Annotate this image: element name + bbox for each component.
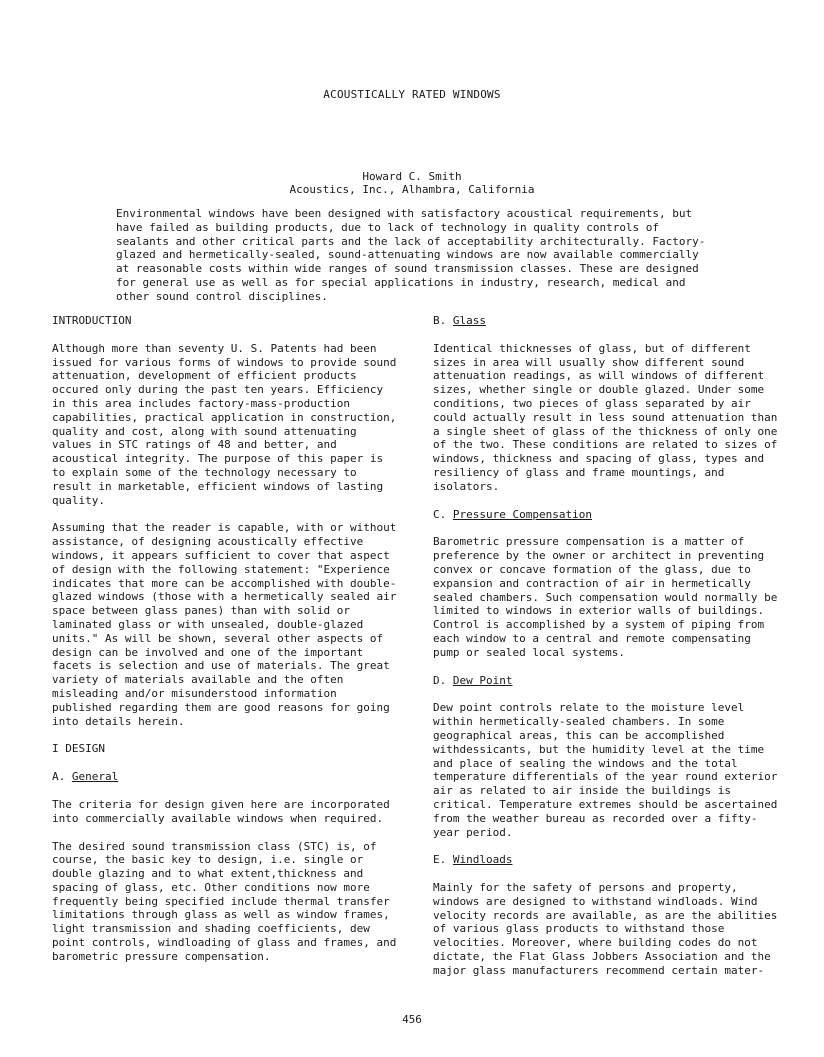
glass-paragraph: Identical thicknesses of glass, but of different sizes in area will usually show different sound attenuation readings, as will windows of different sizes, whether single or double glazed. Under some conditions, two pieces of glass separated by air could actually result in less sound attenuation than a single sheet of glass of the thickness of only one of the two. These conditions are related to sizes of windows, thickness and spacing of glass, types and resiliency of glass and frame mountings, and isolators. [433,341,778,493]
general-heading-label: General [71,770,119,784]
introduction-paragraph-2: Assuming that the reader is capable, with or without assistance, of designing acoustically effective windows, it appears sufficient to cover that aspect of design with the following statement: "Experience indicates that more can be accomplished with double-glazed windows (those with a hermetically sealed air space between glass panes) than with solid or laminated glass or with unsealed, double-glazed units." As will be shown, several other aspects of design can be involved and one of the important facets is selection and use of materials. The great variety of materials available and the often misleading and/or misunderstood information published regarding them are good reasons for going into details herein. [52,521,397,728]
introduction-paragraph-1: Although more than seventy U. S. Patents had been issued for various forms of windows to provide sound attenuation, development of efficient products occured only during the past ten years. Efficiency in this area includes factory-mass-production capabilities, practical application in construction, quality and cost, along with sound attenuating values in STC ratings of 48 and better, and acoustical integrity. The purpose of this paper is to explain some of the technology necessary to result in marketable, efficient windows of lasting quality. [52,341,397,507]
general-heading [52,770,400,784]
general-paragraph-1: The criteria for design given here are incorporated into commercially available windows when required. [52,797,390,825]
dew-point-heading-prefix: D. [433,673,453,687]
dew-point-paragraph: Dew point controls relate to the moisture level within hermetically-sealed chambers. In some geographical areas, this can be accomplished withdessicants, but the humidity level at the time and place of sealing the windows and the total temperature differentials of the year round exterior air as related to air inside the buildings is critical. Temperature extremes should be ascertained from the weather bureau as recorded over a fifty-year period. [433,701,778,839]
design-heading: I DESIGN [52,742,105,756]
author-name: Howard C. Smith [362,170,462,183]
dew-point-heading [433,674,779,688]
left-column [52,314,400,978]
abstract: Environmental windows have been designed with satisfactory acoustical requirements, but have failed as building products, due to lack of technology in quality controls of sealants and other critical parts and the lack of acceptability architecturally. Factory-glazed and hermetically-sealed, sound-attenuating windows are now available commercially at reasonable costs within wide ranges of sound transmission classes. These are designed for general use as well as for special applications in industry, research, medical and other sound control disciplines. [116,207,706,303]
glass-heading [433,314,779,328]
glass-heading-prefix: B. [433,314,453,327]
general-paragraph-2: The desired sound transmission class (STC) is, of course, the basic key to design, i.e. single or double glazing and to what extent,thickness and spacing of glass, etc. Other conditions now more frequently being specified include thermal transfer limitations through glass as well as window frames, light transmission and shading coefficients, dew point controls, windloading of glass and frames, and barometric pressure compensation. [52,839,397,963]
introduction-heading: INTRODUCTION [52,314,132,327]
windloads-paragraph: Mainly for the safety of persons and property, windows are designed to withstand windloads. Wind velocity records are available, as are the abilities of various glass products to withstand those velocities. Moreover, where building codes do not dictate, the Flat Glass Jobbers Association and the major glass manufacturers recommend certain mater- [433,881,778,977]
page-number: 456 [402,1013,422,1026]
pressure-heading-prefix: C. [433,507,453,521]
right-column [433,314,779,992]
pressure-heading-label: Pressure Compensation [452,507,592,521]
author-affiliation: Acoustics, Inc., Alhambra, California [289,183,535,196]
general-heading-prefix: A. [52,770,72,784]
paper-title: ACOUSTICALLY RATED WINDOWS [323,88,501,101]
windloads-heading-prefix: E. [433,853,453,867]
windloads-heading-label: Windloads [452,853,513,867]
dew-point-heading-label: Dew Point [452,673,513,687]
windloads-heading [433,853,779,867]
pressure-heading [433,508,779,522]
pressure-paragraph: Barometric pressure compensation is a matter of preference by the owner or architect in preventing convex or concave formation of the glass, due to expansion and contraction of air in hermetically sealed chambers. Such compensation would normally be limited to windows in exterior walls of buildings. Control is accomplished by a system of piping from each window to a central and remote compensating pump or sealed local systems. [433,535,778,659]
glass-heading-label: Glass [452,314,486,327]
